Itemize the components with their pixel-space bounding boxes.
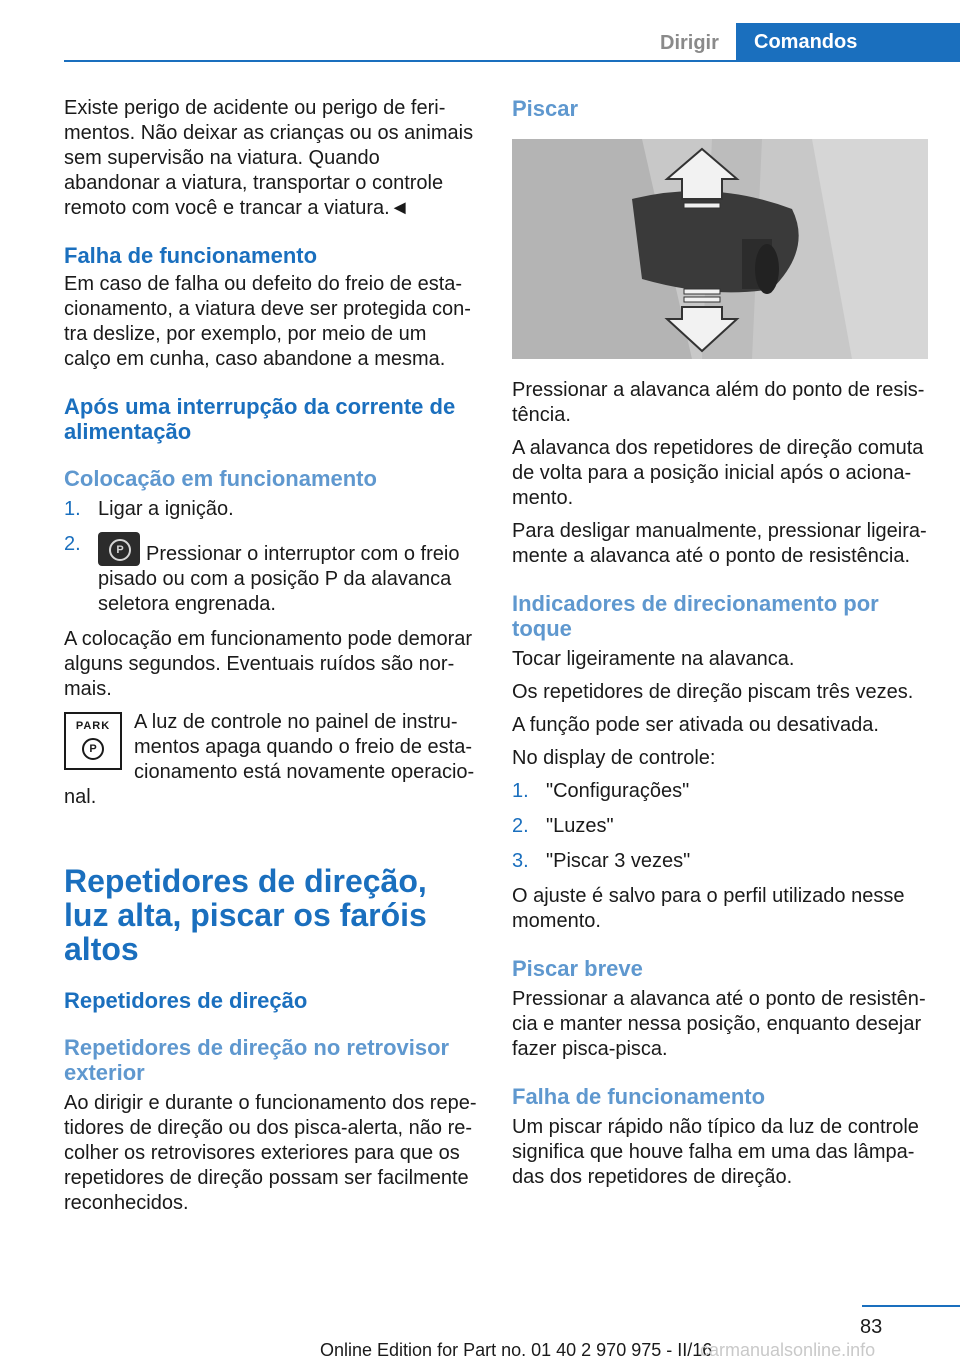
menu-path-list [512, 779, 930, 874]
heading-piscar-breve: Piscar breve [512, 956, 643, 981]
steps-list [64, 497, 478, 617]
paragraph-tres-vezes: Os repetidores de direção piscam três vezes. [512, 681, 914, 703]
paragraph-ajuste: O ajuste é salvo para o perfil utilizado nesse momento. [512, 885, 905, 932]
paragraph-display: No display de controle: [512, 747, 716, 769]
paragraph-luz-controle: A luz de controle no painel de instrumentos apaga quando o freio de estacionamento está novamente operacional. [64, 711, 475, 808]
step-number: 2. [64, 533, 81, 555]
watermark: carmanualsonline.info [700, 1340, 876, 1360]
menu-path-text: "Configurações" [546, 780, 690, 802]
left-column [64, 96, 478, 1224]
step-number: 2. [512, 815, 529, 837]
heading-toque: Indicadores de direcionamento por toque [512, 591, 879, 641]
heading-retrovisor: Repetidores de direção no retrovisor exterior [64, 1035, 450, 1085]
heading-falha: Falha de funcionamento [64, 243, 318, 268]
list-item [512, 779, 930, 804]
parking-brake-button-icon [98, 532, 140, 566]
heading-falha-2: Falha de funcionamento [512, 1084, 766, 1109]
page-number: 83 [860, 1316, 883, 1338]
list-item [64, 532, 478, 617]
step-text: Pressionar o interruptor com o freio pisado ou com a posição P da alavanca seletora engrenada. [98, 543, 460, 615]
turn-signal-lever-illustration [512, 139, 928, 359]
park-label: PARK [75, 720, 111, 732]
step-text: Ligar a ignição. [98, 498, 234, 520]
park-indicator-note [64, 710, 478, 810]
paragraph-falha: Em caso de falha ou defeito do freio de estacionamento, a viatura deve ser protegida contra deslize, por exemplo, por meio de um calço em cunha, caso abandone a mesma. [64, 273, 471, 370]
paragraph-piscar-breve: Pressionar a alavanca até o ponto de resistência e manter nessa posição, enquanto desejar fazer pisca-pisca. [512, 988, 926, 1060]
paragraph-retrovisor: Ao dirigir e durante o funcionamento dos repetidores de direção ou dos pisca-alerta, não recolher os retrovisores exteriores para que os repetidores de direção possam ser facilmente reconhecidos. [64, 1092, 477, 1214]
paragraph-falha-2: Um piscar rápido não típico da luz de controle significa que houve falha em uma das lâmpadas dos repetidores de direção. [512, 1116, 919, 1188]
header-chapter-tab: Comandos [736, 23, 960, 62]
heading-piscar: Piscar [512, 96, 579, 121]
paragraph-tocar: Tocar ligeiramente na alavanca. [512, 648, 795, 670]
header-section: Dirigir [660, 32, 719, 54]
step-number: 3. [512, 850, 529, 872]
intro-warning: Existe perigo de acidente ou perigo de ferimentos. Não deixar as crianças ou os animais sem supervisão na viatura. Quando abandonar a viatura, transportar o controle remoto com você e trancar a viatura.◄ [64, 97, 474, 219]
heading-apos-interrupcao: Após uma interrupção da corrente de alimentação [64, 394, 456, 444]
step-number: 1. [64, 498, 81, 520]
heading-colocacao: Colocação em funcionamento [64, 466, 377, 491]
list-item [512, 814, 930, 839]
heading-repetidores: Repetidores de direção [64, 988, 308, 1013]
step-number: 1. [512, 780, 529, 802]
menu-path-text: "Piscar 3 vezes" [546, 850, 691, 872]
park-glyph: P [82, 738, 104, 760]
footer-rule [862, 1305, 960, 1307]
park-warning-icon [64, 712, 122, 770]
paragraph-pressionar: Pressionar a alavanca além do ponto de resistência. [512, 379, 925, 426]
parking-glyph: P [109, 539, 131, 561]
chapter-heading-repetidores: Repetidores de direção, luz alta, piscar os faróis altos [64, 863, 427, 967]
list-item [512, 849, 930, 874]
list-item [64, 497, 478, 522]
paragraph-desligar: Para desligar manualmente, pressionar ligeiramente a alavanca até o ponto de resistência. [512, 520, 927, 567]
footer-edition: Online Edition for Part no. 01 40 2 970 975 - II/16 [320, 1340, 713, 1360]
right-column [512, 96, 930, 1198]
menu-path-text: "Luzes" [546, 815, 614, 837]
paragraph-funcao: A função pode ser ativada ou desativada. [512, 714, 879, 736]
paragraph-comuta: A alavanca dos repetidores de direção comuta de volta para a posição inicial após o acionamento. [512, 437, 924, 509]
paragraph-demorar: A colocação em funcionamento pode demorar alguns segundos. Eventuais ruídos são normais. [64, 628, 473, 700]
